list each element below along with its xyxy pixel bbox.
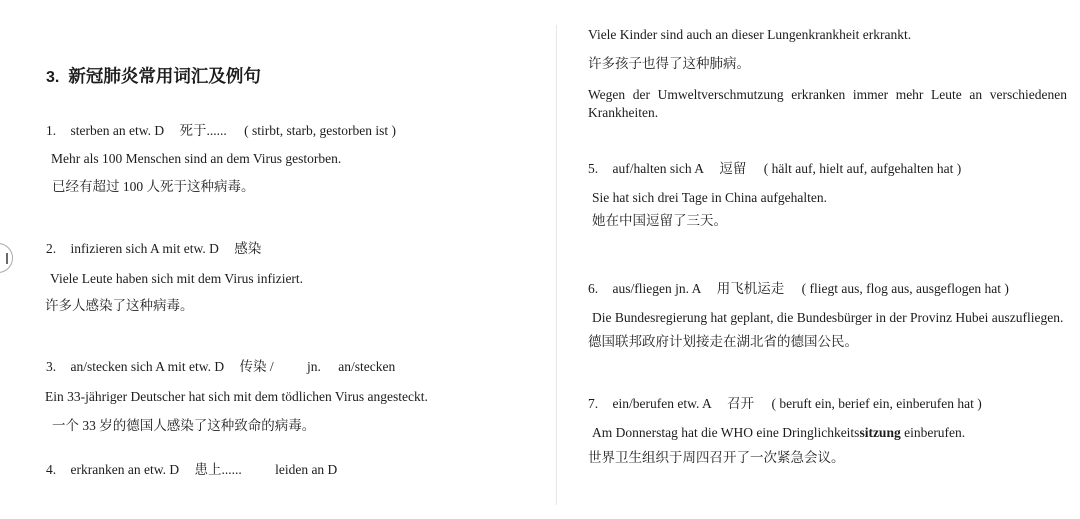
entry-2-example-de: Viele Leute haben sich mit dem Virus infiziert. [50, 271, 304, 286]
entry-1-german: sterben an etw. D [70, 123, 165, 138]
entry-7-headline [588, 395, 982, 413]
entry-4-example-de-1: Viele Kinder sind auch an dieser Lungenkrankheit erkrankt. [588, 27, 912, 42]
entry-4-number: 4. [46, 462, 57, 477]
entry-1-chinese: 死于...... [179, 123, 227, 138]
entry-5-example-zh: 她在中国逗留了三天。 [592, 213, 727, 228]
entry-2-headline [46, 240, 261, 258]
entry-2-chinese: 感染 [234, 241, 262, 256]
entry-1-example-de: Mehr als 100 Menschen sind an dem Virus gestorben. [51, 151, 342, 166]
entry-5-example-de: Sie hat sich drei Tage in China aufgehalten. [592, 190, 827, 205]
entry-7-example-de [592, 424, 965, 442]
entry-1-example-zh: 已经有超过 100 人死于这种病毒。 [52, 179, 255, 194]
entry-3-chinese: 传染 / [239, 359, 274, 374]
entry-3-alt-verb: an/stecken [338, 359, 396, 374]
entry-7-example-de-prefix: Am Donnerstag hat die WHO eine Dringlichkeits [592, 425, 860, 440]
entry-6-example-de: Die Bundesregierung hat geplant, die Bundesbürger in der Provinz Hubei auszufliegen. [592, 310, 1064, 325]
side-nav-button[interactable] [0, 243, 13, 273]
entry-3-example-de: Ein 33-jähriger Deutscher hat sich mit dem tödlichen Virus angesteckt. [45, 389, 428, 404]
entry-7-example-de-bold: sitzung [859, 425, 901, 440]
entry-1-conjugation: ( stirbt, starb, gestorben ist ) [244, 123, 396, 138]
entry-7-example-de-suffix: einberufen. [900, 425, 966, 440]
entry-6-example-zh: 德国联邦政府计划接走在湖北省的德国公民。 [588, 334, 858, 349]
entry-4-example-de-2-line2: Krankheiten. [588, 104, 659, 120]
page-divider [556, 25, 557, 505]
entry-3-example-zh: 一个 33 岁的德国人感染了这种致命的病毒。 [52, 418, 316, 433]
entry-4-german: erkranken an etw. D [70, 462, 180, 477]
entry-4-chinese: 患上...... [194, 462, 242, 477]
entry-7-conjugation: ( beruft ein, berief ein, einberufen hat ) [771, 396, 982, 411]
entry-6-number: 6. [588, 281, 599, 296]
entry-2-number: 2. [46, 241, 57, 256]
entry-2-example-zh: 许多人感染了这种病毒。 [45, 298, 194, 313]
entry-3-headline [46, 358, 395, 376]
vertical-bar-icon [6, 253, 8, 264]
entry-7-chinese: 召开 [727, 396, 755, 411]
entry-5-number: 5. [588, 161, 599, 176]
entry-6-headline [588, 280, 1009, 298]
entry-1-headline [46, 122, 396, 140]
entry-3-german: an/stecken sich A mit etw. D [70, 359, 225, 374]
section-title-text: 新冠肺炎常用词汇及例句 [68, 66, 261, 86]
entry-4-example-zh-1: 许多孩子也得了这种肺病。 [588, 56, 750, 71]
entry-3-alt-object: jn. [307, 359, 321, 374]
entry-3-number: 3. [46, 359, 57, 374]
entry-7-german: ein/berufen etw. A [612, 396, 712, 411]
entry-5-conjugation: ( hält auf, hielt auf, aufgehalten hat ) [763, 161, 962, 176]
entry-5-german: auf/halten sich A [612, 161, 704, 176]
entry-7-example-zh: 世界卫生组织于周四召开了一次紧急会议。 [588, 450, 845, 465]
entry-2-german: infizieren sich A mit etw. D [70, 241, 219, 256]
entry-6-german: aus/fliegen jn. A [612, 281, 702, 296]
entry-1-number: 1. [46, 123, 57, 138]
entry-4-example-de-2-line1: Wegen der Umweltverschmutzung erkranken immer mehr Leute an verschiedenen [588, 87, 1067, 102]
section-title [46, 63, 261, 88]
section-title-number: 3. [46, 69, 60, 86]
entry-5-chinese: 逗留 [719, 161, 747, 176]
entry-6-chinese: 用飞机运走 [716, 281, 785, 296]
entry-4-headline [46, 461, 337, 479]
entry-6-conjugation: ( fliegt aus, flog aus, ausgeflogen hat ) [801, 281, 1009, 296]
entry-5-headline [588, 160, 961, 178]
entry-4-example-de-2 [588, 86, 1067, 121]
entry-4-synonym: leiden an D [275, 462, 338, 477]
entry-7-number: 7. [588, 396, 599, 411]
